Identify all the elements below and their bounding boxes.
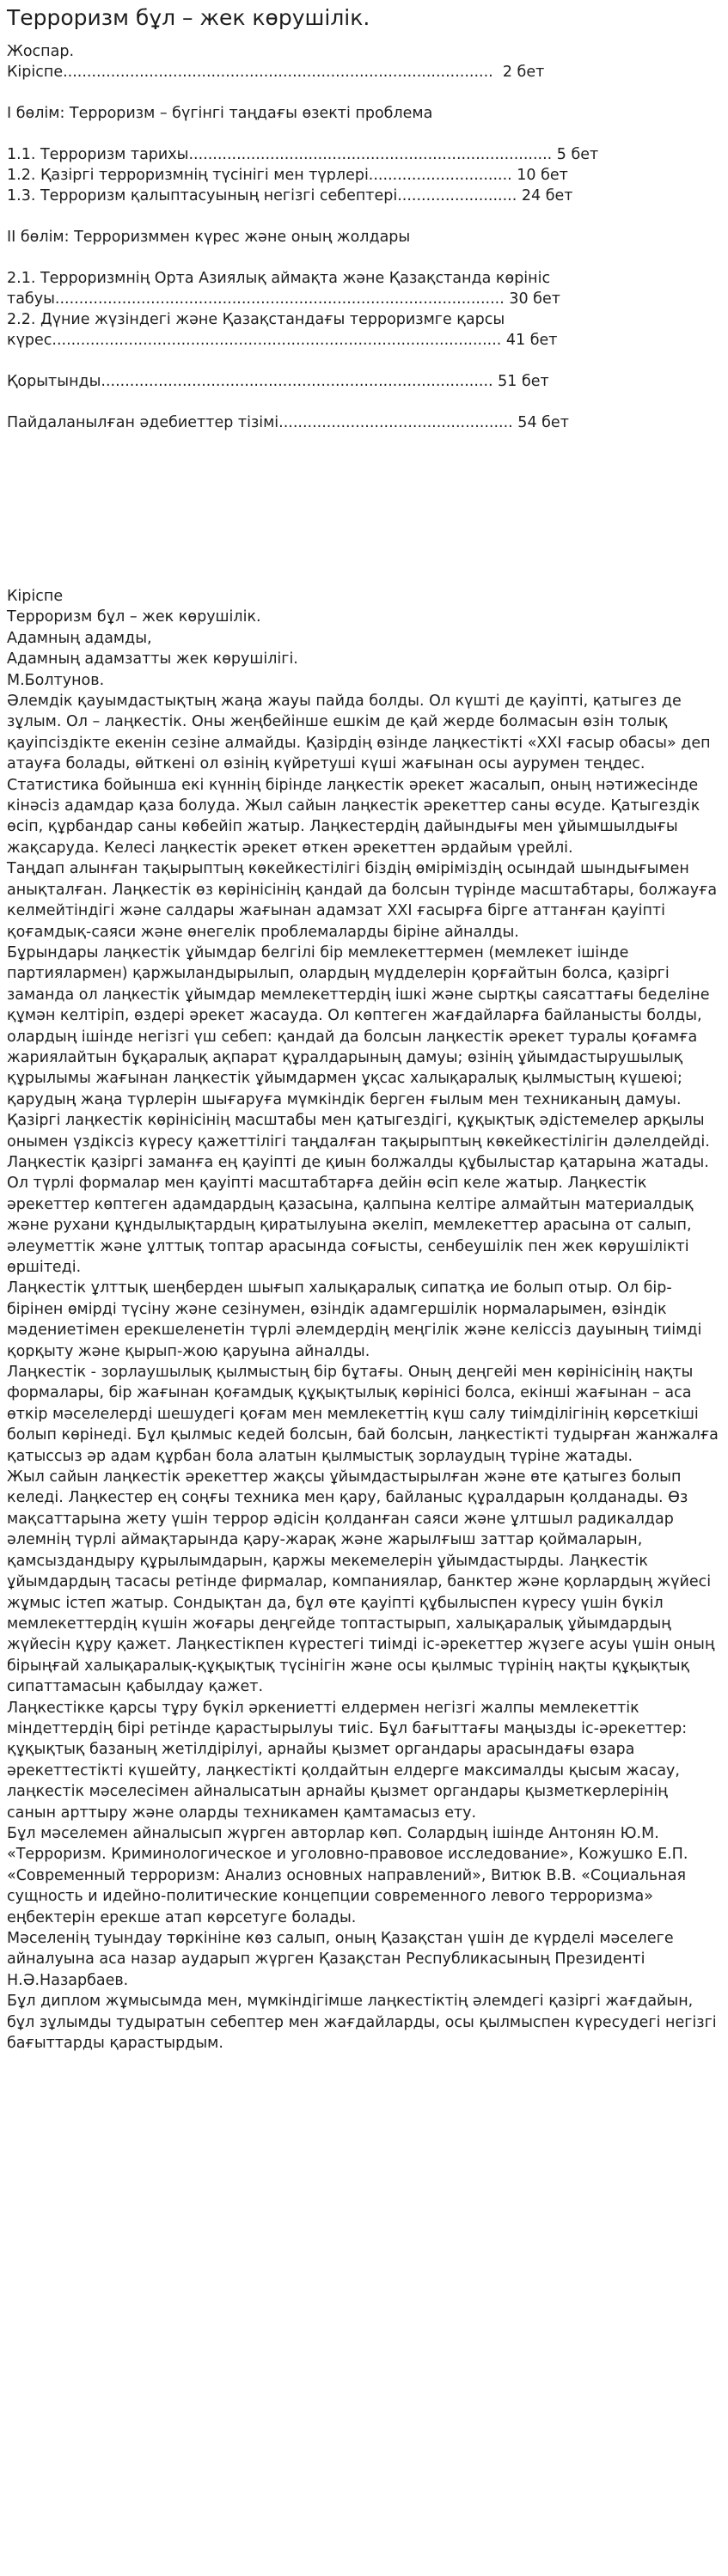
paragraph: Таңдап алынған тақырыптың көкейкестілігі біздің өміріміздің осындай шындығымен анықталған. Лаңкестік өз көрінісінің қандай да болсын түрінде масштабтары, болжауға келмейтіндігі және салдары жағынан адамзат ХХІ ғасырға бірге аттанған қауіпті қоғамдық-саяси және өнегелік проблемаларды біріне айналды.	[7, 860, 718, 941]
toc-part2-heading: II бөлім: Терроризммен күрес және оның жолдары	[7, 229, 411, 246]
paragraph: Жыл сайын лаңкестік әрекеттер жақсы ұйымдастырылған және өте қатыгез болып келеді. Лаңкестер ең соңғы техника мен қару, байланыс құралдарын қолданады. Өз мақсаттарына жету үшін террор әдісін қолданған саяси және ұлтшыл радикалдар әлемнің түрлі аймақтарында қару-жарақ және жарылғыш заттар қоймаларын, қамсыздандыру құрылымдарын, қаржы мекемелерін ұйымдастырды. Лаңкестік ұйымдардың тасасы ретінде фирмалар, компаниялар, банктер және қорлардың жүйесі жұмыс істеп жатыр. Сондықтан да, бұл өте қауіпті құбылыспен күресу үшін бүкіл мемлекеттердің күшін жоғары деңгейде топтастырып, халықаралық ұйымдардың жүйесін құру қажет. Лаңкестікпен күрестегі тиімді іс-әрекеттер жүзеге асуы үшін оның бірыңғай халықаралық-құқықтық түсінігін және осы қылмыс түрінің нақты құқықтық сипаттамасын қабылдау қажет.	[7, 1468, 715, 1696]
toc-item: 2.2. Дүние жүзіндегі және Қазақстандағы терроризмге қарсы күрес.............................................................................................. 41 бет	[7, 311, 558, 349]
intro-heading: Кіріспе	[7, 588, 64, 605]
paragraph: Бұл диплом жұмысымда мен, мүмкіндігімше лаңкестіктің әлемдегі қазіргі жағдайын, бұл зұлымды тудыратын себептер мен жағдайларды, осы қылмыспен күресудегі негізгі бағыттарды қарастырдым.	[7, 1993, 717, 2053]
toc-conclusion: Қорытынды.................................................................................. 51 бет	[7, 373, 549, 390]
toc-intro: Кіріспе.......................................................................................... 2 бет	[7, 64, 545, 81]
toc-item: 1.3. Терроризм қалыптасуының негізгі себептері......................... 24 бет	[7, 187, 573, 204]
paragraph: Әлемдік қауымдастықтың жаңа жауы пайда болды. Ол күшті де қауіпті, қатыгез де зұлым. Ол – лаңкестік. Оны жеңбейінше ешкім де қай жерде болмасын өзін толық қауіпсіздікте екенін сезіне алмайды. Қазірдің өзінде лаңкестікті «ХХІ ғасыр обасы» деп атауға болады, өйткені ол өзінің күйретуші күші жағынан осы аурумен теңдес. Статистика бойынша екі күннің бірінде лаңкестік әрекет жасалып, оның нәтижесінде кінәсіз адамдар қаза болуда. Жыл сайын лаңкестік әрекеттер саны өсуде. Қатыгездік өсіп, құрбандар саны көбейіп жатыр. Лаңкестердің дайындығы мен ұйымшылдығы жақсаруда. Келесі лаңкестік әрекет өткен әрекеттен әрдайым үрейлі.	[7, 693, 711, 857]
toc-part1-heading: I бөлім: Терроризм – бүгінгі таңдағы өзекті проблема	[7, 105, 433, 122]
paragraph: Қазіргі лаңкестік көрінісінің масштабы мен қатыгездігі, құқықтық әдістемелер арқылы онымен үздіксіз күресу қажеттілігі таңдалған тақырыптың көкейкестілігін дәлелдейді.	[7, 1112, 710, 1151]
epigraph-line: Адамның адамды,	[7, 629, 152, 647]
toc-heading: Жоспар.	[7, 43, 75, 60]
page-title: Терроризм бұл – жек көрушілік.	[7, 5, 370, 30]
paragraph: Лаңкестік - зорлаушылық қылмыстың бір бұтағы. Оның деңгейі мен көрінісінің нақты формалары, бір жағынан қоғамдық құқықтылық көрінісі болса, екінші жағынан – аса өткір мәселелерді шешудегі қоғам мен мемлекеттің күш салу тиімділігінің көрсеткіші болып көрінеді. Бұл қылмыс кедей болсын, бай болсын, лаңкестікті тудырған жанжалға қатыссыз әр адам құрбан бола алатын қылмыстық зорлаудың түріне жатады.	[7, 1364, 719, 1465]
paragraph: Бұл мәселемен айналысып жүрген авторлар көп. Солардың ішінде Антонян Ю.М. «Терроризм. Криминологическое и уголовно-правовое исследование», Кожушко Е.П. «Современный терроризм: Анализ основных направлений», Витюк В.В. «Социальная сущность и идейно-политические концепции современного левого терроризма» еңбектерін ерекше атап көрсетуге болады.	[7, 1824, 688, 1926]
toc-item: 2.1. Терроризмнің Орта Азиялық аймақта және Қазақстанда көрініс табуы.............................................................................................. 30 бет	[7, 270, 560, 308]
intro-section	[7, 586, 721, 2054]
toc-item: 1.2. Қазіргі терроризмнің түсінігі мен түрлері.............................. 10 бет	[7, 167, 568, 184]
paragraph: Лаңкестік ұлттық шеңберден шығып халықаралық сипатқа ие болып отыр. Ол бір-бірінен өмірді түсіну және сезінумен, өзіндік адамгершілік нормаларымен, өзіндік мәдениетімен ерекшеленетін түрлі әлемдердің меңгілік және келіссіз дауының тиімді қорқыту және қырып-жою қаруына айналды.	[7, 1279, 702, 1360]
epigraph-line: Адамның адамзатты жек көрушілігі.	[7, 650, 298, 668]
paragraph: Мәселенің туындау төркініне көз салып, оның Қазақстан үшін де күрделі мәселеге айналуына аса назар аударып жүрген Қазақстан Республикасының Президенті Н.Ә.Назарбаев.	[7, 1930, 674, 1989]
epigraph-author: М.Болтунов.	[7, 671, 105, 689]
table-of-contents	[7, 41, 721, 433]
toc-references: Пайдаланылған әдебиеттер тізімі................................................. 54 бет	[7, 414, 569, 431]
epigraph-line: Терроризм бұл – жек көрушілік.	[7, 608, 261, 626]
paragraph: Лаңкестік қазіргі заманға ең қауіпті де қиын болжалды құбылыстар қатарына жатады. Ол түрлі формалар мен қауіпті масштабтарға дейін өсіп келе жатыр. Лаңкестік әрекеттер көптеген адамдардың қазасына, қалпына келтіре алмайтын материалдық және рухани құндылықтардың қиратылуына әкеліп, мемлекеттер арасына от салып, әлеуметтік және ұлттық топтар арасында соғысты, сенбеушілік пен жек көрушілікті өршітеді.	[7, 1153, 709, 1276]
paragraph: Бұрындары лаңкестік ұйымдар белгілі бір мемлекеттермен (мемлекет ішінде партиялармен) қаржыландырылып, олардың мүдделерін қорғайтын болса, қазіргі заманда ол лаңкестік ұйымдар мемлекеттердің ішкі және сыртқы саясаттағы беделіне құмән келтіріп, өздері әрекет жасауда. Ол көптеген жағдайларға байланысты болды, олардың ішінде негізгі үш себеп: қандай да болсын лаңкестік әрекет туралы қоғамға жариялайтын бұқаралық ақпарат құралдарының дамуы; өзінің ұйымдастырушылық құрылымы жағынан лаңкестік ұйымдармен ұқсас халықаралық қылмыстың күшеюі; қарудың жаңа түрлерін шығаруға мүмкіндік берген ғылым мен техниканың дамуы.	[7, 943, 710, 1108]
paragraph: Лаңкестікке қарсы тұру бүкіл әркениетті елдермен негізгі жалпы мемлекеттік міндеттердің бірі ретінде қарастырылуы тиіс. Бұл бағыттағы маңызды іс-әрекеттер: құқықтық базаның жетілдірілуі, арнайы қызмет органдары арасындағы өзара әрекеттестікті күшейту, лаңкестікті қолдайтын елдерге максималды қысым жасау, лаңкестік мәселесімен айналысатын арнайы қызмет органдары қызметкерлерінің санын арттыру және оларды техникамен қамтамасыз ету.	[7, 1699, 688, 1822]
toc-item: 1.1. Терроризм тарихы............................................................................ 5 бет	[7, 146, 599, 163]
